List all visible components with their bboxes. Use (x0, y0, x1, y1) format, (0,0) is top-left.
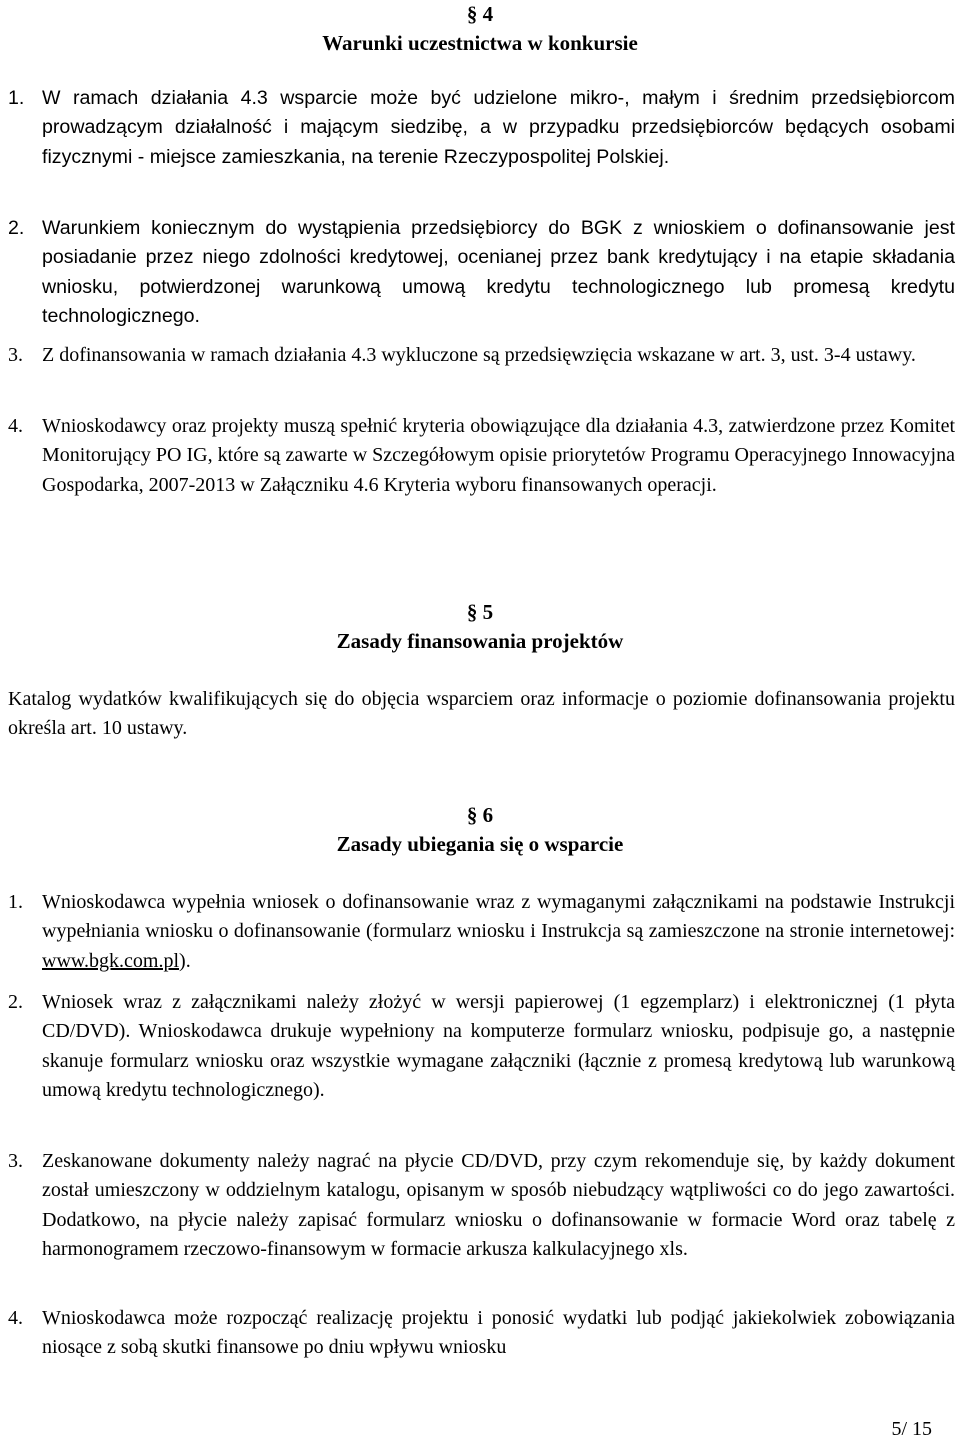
list-item-number: 3. (8, 1150, 23, 1172)
list-item-text: Wnioskodawca może rozpocząć realizację projektu i ponosić wydatki lub podjąć jakiekolwiek zobowiązania niosące z sobą skutki finansowe po dniu wpływu wniosku (42, 1307, 955, 1359)
list-item-number: 4. (8, 1307, 23, 1329)
list-item (8, 84, 955, 172)
list-item (8, 214, 955, 331)
list-item-text (42, 888, 955, 976)
list-item-text: W ramach działania 4.3 wsparcie może być udzielone mikro-, małym i średnim przedsiębiorcom prowadzącym działalność i mającym siedzibę, a w przypadku przedsiębiorców będących osobami fizycznymi - miejsce zamieszkania, na terenie Rzeczypospolitej Polskiej. (42, 87, 955, 168)
list-item-number: 3. (8, 344, 23, 366)
section-4-heading (0, 0, 960, 58)
list-item-text: Zeskanowane dokumenty należy nagrać na płycie CD/DVD, przy czym rekomenduje się, by każdy dokument został umieszczony w oddzielnym katalogu, opisanym w sposób niebudzący wątpliwości co do jego zawartości. Dodatkowo, na płycie należy zapisać formularz wniosku o dofinansowanie w formacie Word oraz tabelę z harmonogramem rzeczowo-finansowym w formacie arkusza kalkulacyjnego xls. (42, 1150, 955, 1260)
list-item-number: 1. (8, 891, 23, 913)
section-number: § 4 (466, 2, 494, 26)
list-item-text: Wnioskodawcy oraz projekty muszą spełnić kryteria obowiązujące dla działania 4.3, zatwierdzone przez Komitet Monitorujący PO IG, które są zawarte w Szczegółowym opisie priorytetów Programu Operacyjnego Innowacyjna Gospodarka, 2007-2013 w Załączniku 4.6 Kryteria wyboru finansowanych operacji. (42, 415, 955, 496)
list-item-number: 2. (8, 217, 25, 239)
section-number: § 6 (466, 803, 494, 827)
list-item (8, 1304, 955, 1363)
list-item (8, 888, 955, 976)
list-item-text: Wniosek wraz z załącznikami należy złożyć w wersji papierowej (1 egzemplarz) i elektronicznej (1 płyta CD/DVD). Wnioskodawca drukuje wypełniony na komputerze formularz wniosku, podpisuje go, a następnie skanuje formularz wniosku oraz wszystkie wymagane załączniki (łącznie z promesą kredytową lub warunkową umową kredytu technologicznego). (42, 991, 955, 1101)
list-item (8, 1147, 955, 1264)
page-number: 5/ 15 (891, 1418, 932, 1440)
section-title: Warunki uczestnictwa w konkursie (322, 31, 638, 55)
list-item (8, 412, 955, 500)
section-5-heading (0, 598, 960, 656)
list-item-text-part: ). (179, 949, 191, 972)
website-link[interactable]: www.bgk.com.pl (42, 949, 180, 972)
list-item-number: 4. (8, 415, 23, 437)
list-item-text: Z dofinansowania w ramach działania 4.3 wykluczone są przedsięwzięcia wskazane w art. 3, ust. 3-4 ustawy. (42, 344, 916, 366)
section-number: § 5 (466, 600, 494, 624)
list-item-text: Warunkiem koniecznym do wystąpienia przedsiębiorcy do BGK z wnioskiem o dofinansowanie jest posiadanie przez niego zdolności kredytowej, ocenianej przez bank kredytujący i na etapie składania wniosku, potwierdzonej warunkową umową kredytu technologicznego lub promesą kredytu technologicznego. (42, 217, 955, 327)
list-item-number: 1. (8, 87, 25, 109)
section-title: Zasady finansowania projektów (336, 629, 624, 653)
paragraph: Katalog wydatków kwalifikujących się do objęcia wsparciem oraz informacje o poziomie dofinansowania projektu określa art. 10 ustawy. (8, 688, 955, 740)
list-item (8, 988, 955, 1105)
list-item-number: 2. (8, 991, 23, 1013)
section-6-heading (0, 801, 960, 859)
section-title: Zasady ubiegania się o wsparcie (336, 832, 624, 856)
list-item (8, 341, 955, 370)
list-item-text-part: Wnioskodawca wypełnia wniosek o dofinansowanie wraz z wymaganymi załącznikami na podstawie Instrukcji wypełniania wniosku o dofinansowanie (formularz wniosku i Instrukcja są zamieszczone na stronie internetowej: (42, 891, 955, 943)
